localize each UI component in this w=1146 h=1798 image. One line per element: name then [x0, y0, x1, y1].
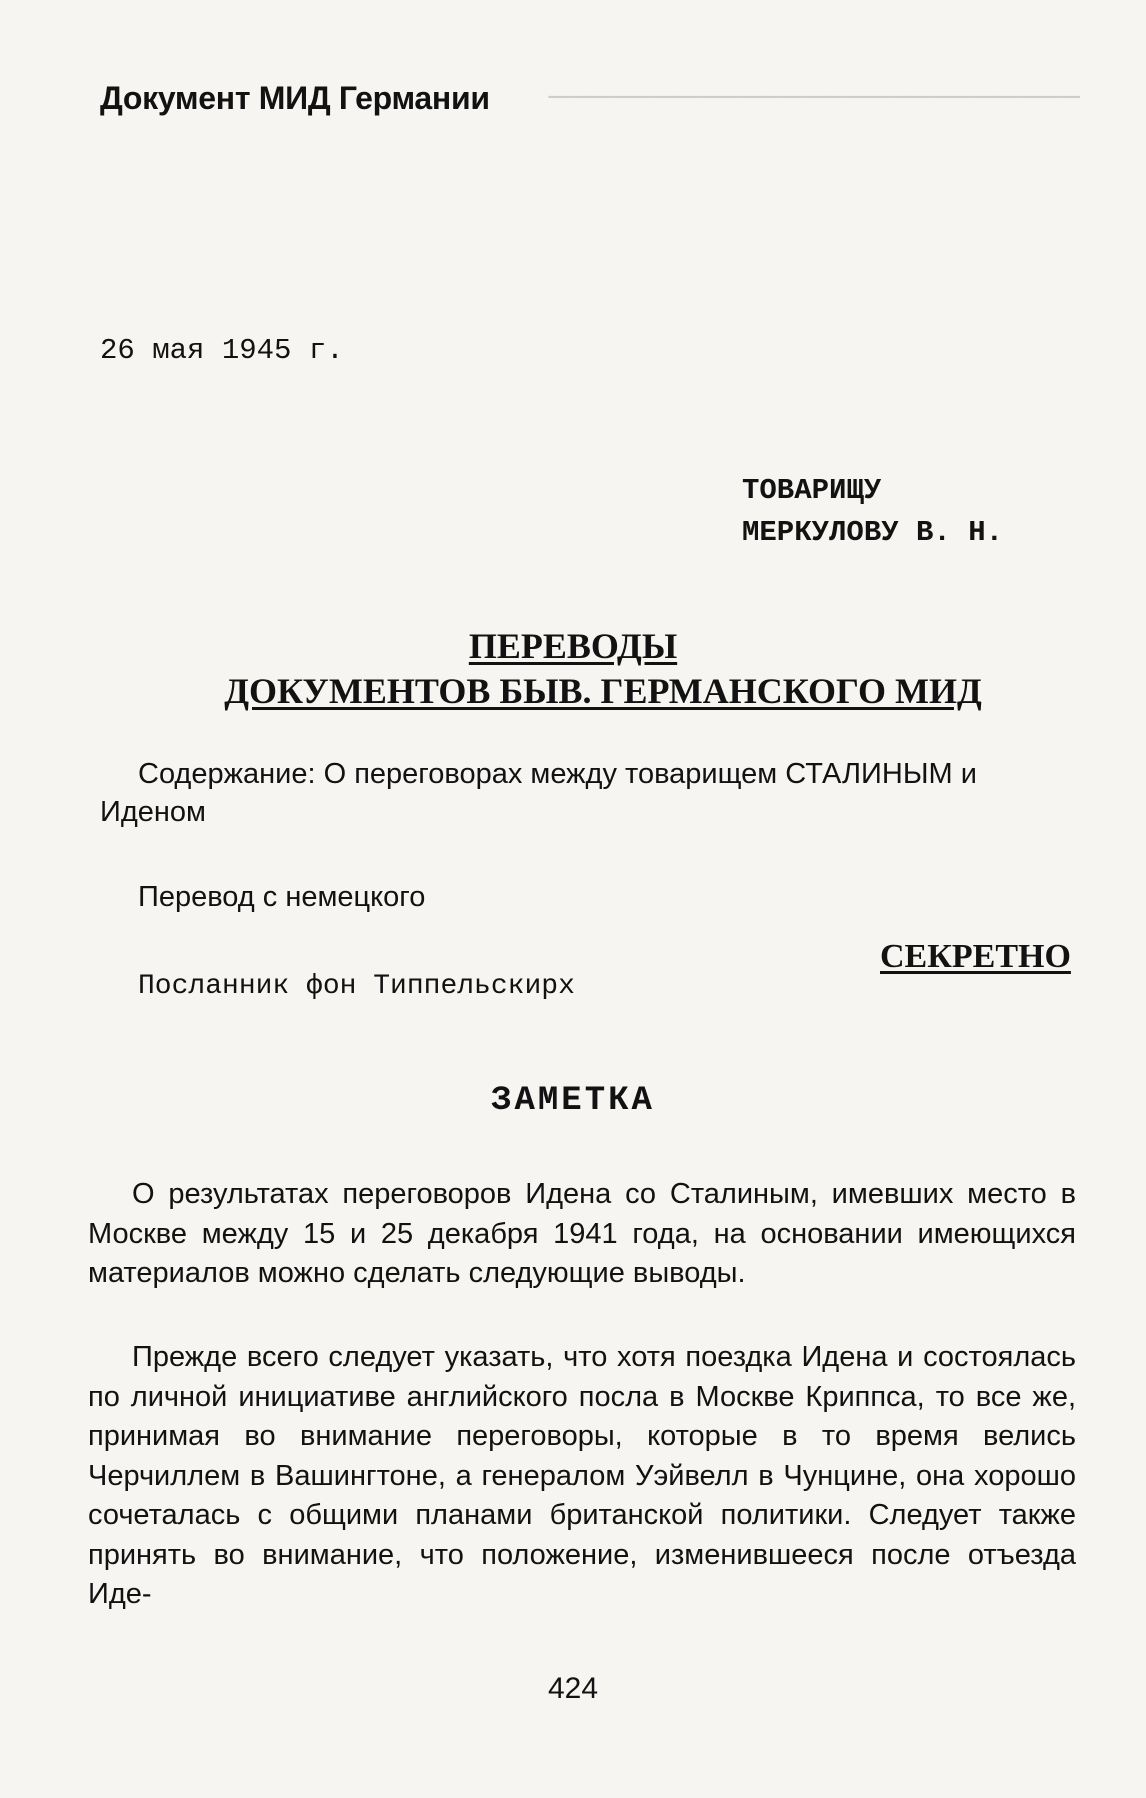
document-date: 26 мая 1945 г. [100, 334, 344, 367]
body-paragraph-1: О результатах переговоров Идена со Сталиным, имевших место в Москве между 15 и 25 декабря 1941 года, на основании имеющихся материалов можно сделать следующие выводы. [88, 1178, 1076, 1289]
document-title-line-2 [30, 670, 1146, 712]
note-title: ЗАМЕТКА [491, 1082, 655, 1120]
addressee-line-2: МЕРКУЛОВУ В. Н. [742, 516, 1004, 549]
content-summary: Содержание: О переговорах между товарищем СТАЛИНЫМ и Иденом [100, 758, 977, 828]
addressee-block [742, 470, 1003, 554]
bleed-through-top: ───────────────────────── [548, 80, 1080, 113]
translation-note: Перевод с немецкого [138, 881, 426, 913]
envoy-name: Посланник фон Типпельскирх [138, 971, 575, 1002]
document-title-line-1 [0, 625, 1146, 667]
title-line-1-text: ПЕРЕВОДЫ [468, 626, 678, 666]
classification-stamp: СЕКРЕТНО [880, 938, 1071, 975]
addressee-line-1: ТОВАРИЩУ [742, 474, 882, 507]
page-heading: Документ МИД Германии [100, 80, 490, 116]
page-number: 424 [547, 1672, 599, 1705]
title-line-2-text: ДОКУМЕНТОВ БЫВ. ГЕРМАНСКОГО МИД [224, 671, 982, 711]
body-paragraph-2: Прежде всего следует указать, что хотя поездка Идена и состоялась по личной инициативе английского посла в Москве Криппса, то все же, принимая во внимание переговоры, которые в то время велись Черчиллем в Вашингтоне, а генералом Уэйвелл в Чунцине, она хорошо сочеталась с общими планами британской политики. Следует также принять во внимание, что положение, изменившееся после отъезда Иде- [88, 1341, 1076, 1610]
